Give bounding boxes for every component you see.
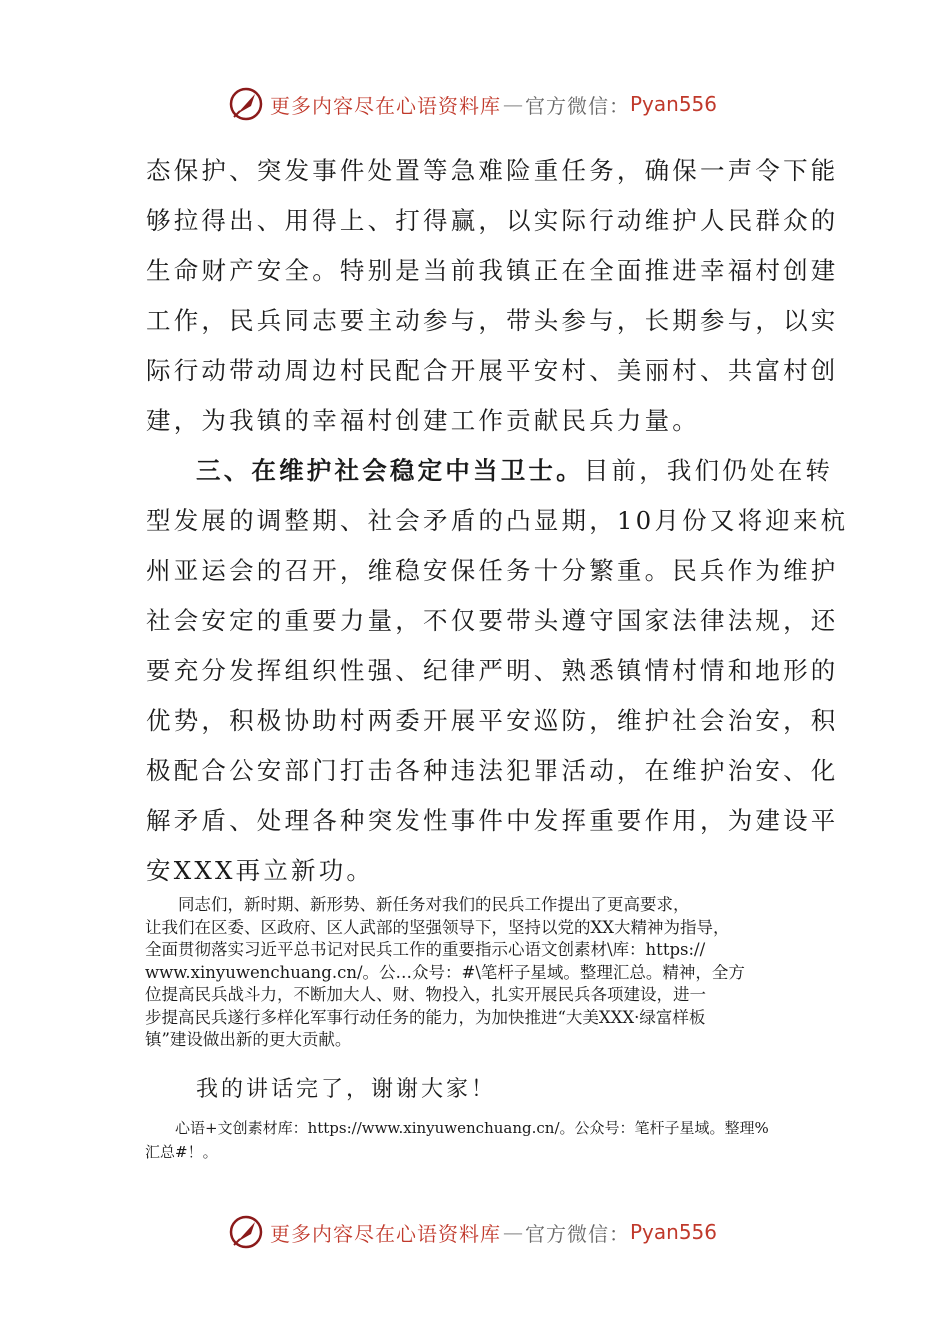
text-line: 解矛盾、处理各种突发性事件中发挥重要作用，为建设平 xyxy=(146,806,839,835)
text-line: 安XXX再立新功。 xyxy=(146,856,375,885)
paragraph-1 xyxy=(146,146,839,446)
text-line: 型发展的调整期、社会矛盾的凸显期，10月份又将迎来杭 xyxy=(146,506,849,535)
banner-dash: — xyxy=(503,92,523,116)
quill-logo-icon xyxy=(228,86,264,122)
banner-wechat-id: Pyan556 xyxy=(630,92,718,116)
text-line: 同志们，新时期、新形势、新任务对我们的民兵工作提出了更高要求， xyxy=(145,895,690,914)
closing-line: 我的讲话完了，谢谢大家！ xyxy=(196,1077,497,1102)
section-heading: 三、在维护社会稳定中当卫士。 xyxy=(196,456,584,485)
text-line: 态保护、突发事件处置等急难险重任务，确保一声令下能 xyxy=(146,156,839,185)
banner-dash: — xyxy=(503,1220,523,1244)
text-line: 步提高民兵遂行多样化军事行动任务的能力，为加快推进“大美XXX·绿富样板 xyxy=(145,1007,706,1027)
banner-wechat-label: 官方微信： xyxy=(525,93,630,118)
banner-title: 更多内容尽在心语资料库 xyxy=(270,1221,501,1246)
text-line: www.xinyuwenchuang.cn/。公…众号：#\笔杆子星域。整理汇总。精神，全方 xyxy=(145,962,745,982)
text-line: 州亚运会的召开，维稳安保任务十分繁重。民兵作为维护 xyxy=(146,556,839,585)
text-line xyxy=(146,446,834,496)
text-line: 建，为我镇的幸福村创建工作贡献民兵力量。 xyxy=(146,406,700,435)
text-line: 让我们在区委、区政府、区人武部的坚强领导下，坚持以党的XX大精神为指导， xyxy=(145,917,730,937)
banner-wechat-label: 官方微信： xyxy=(525,1221,630,1246)
text-line: 心语+文创素材库：https://www.xinyuwenchuang.cn/。公众号：笔杆子星域。整理% xyxy=(145,1119,769,1137)
text-line: 社会安定的重要力量，不仅要带头遵守国家法律法规，还 xyxy=(146,606,839,635)
paragraph-2 xyxy=(146,446,849,896)
paragraph-3 xyxy=(145,894,810,1052)
text-line: 镇”建设做出新的更大贡献。 xyxy=(145,1030,352,1049)
banner-wechat-id: Pyan556 xyxy=(630,1220,718,1244)
heading-line-rest: 目前，我们仍处在转 xyxy=(583,456,834,485)
footer-banner xyxy=(228,1210,728,1254)
text-line: 生命财产安全。特别是当前我镇正在全面推进幸福村创建 xyxy=(146,256,839,285)
text-line: 优势，积极协助村两委开展平安巡防，维护社会治安，积 xyxy=(146,706,839,735)
banner-title: 更多内容尽在心语资料库 xyxy=(270,93,501,118)
paragraph-5 xyxy=(145,1116,810,1164)
text-line: 汇总#！。 xyxy=(145,1143,218,1161)
quill-logo-icon xyxy=(228,1214,264,1250)
text-line: 极配合公安部门打击各种违法犯罪活动，在维护治安、化 xyxy=(146,756,839,785)
text-line: 够拉得出、用得上、打得赢，以实际行动维护人民群众的 xyxy=(146,206,839,235)
header-banner xyxy=(228,82,728,126)
text-line: 工作，民兵同志要主动参与，带头参与，长期参与，以实 xyxy=(146,306,839,335)
text-line: 位提高民兵战斗力，不断加大人、财、物投入，扎实开展民兵各项建设，进一 xyxy=(145,985,706,1004)
text-line: 际行动带动周边村民配合开展平安村、美丽村、共富村创 xyxy=(146,356,839,385)
text-line: 要充分发挥组织性强、纪律严明、熟悉镇情村情和地形的 xyxy=(146,656,839,685)
text-line: 全面贯彻落实习近平总书记对民兵工作的重要指示心语文创素材\库：https:// xyxy=(145,940,706,959)
